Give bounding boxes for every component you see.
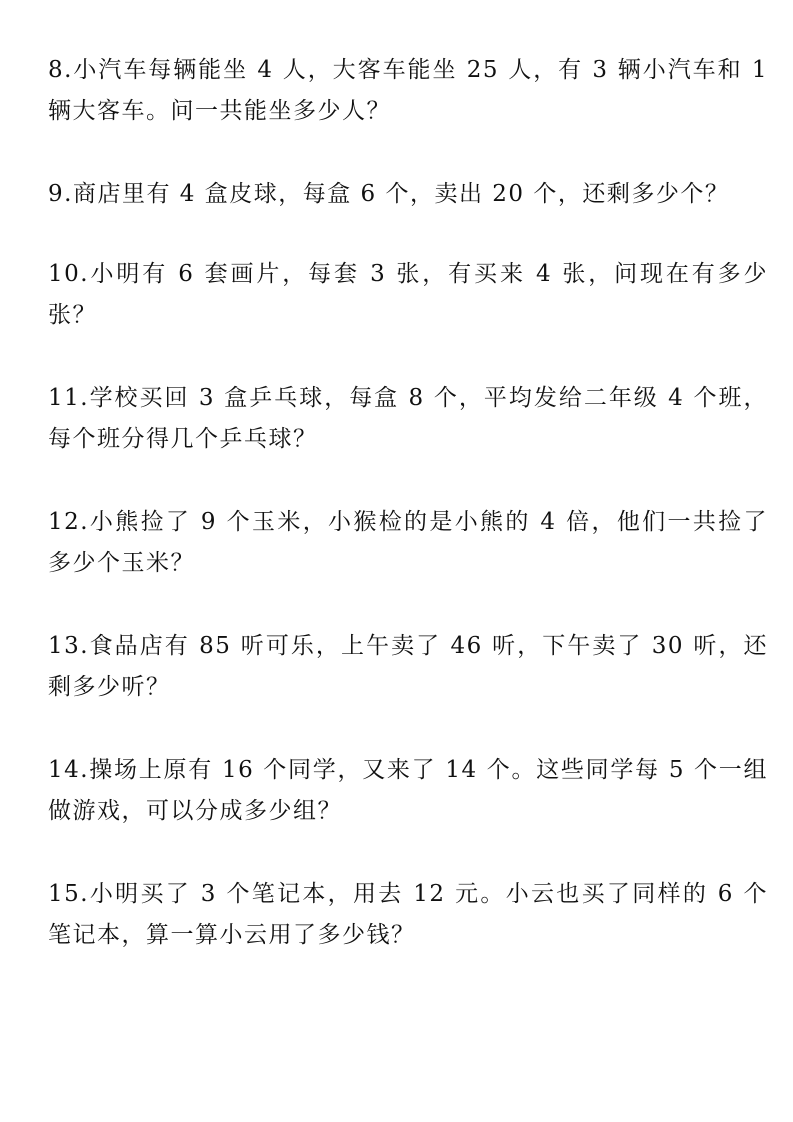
word-problem-9: 9.商店里有 4 盒皮球，每盒 6 个，卖出 20 个，还剩多少个？ (48, 181, 730, 207)
word-problem-15: 15.小明买了 3 个笔记本，用去 12 元。小云也买了同样的 6 个笔记本，算一算小云用了多少钱？ (48, 881, 768, 948)
word-problem-8: 8.小汽车每辆能坐 4 人，大客车能坐 25 人，有 3 辆小汽车和 1 辆大客车。问一共能坐多少人？ (48, 57, 768, 124)
word-problem-13: 13.食品店有 85 听可乐，上午卖了 46 听，下午卖了 30 听，还剩多少听？ (48, 633, 768, 700)
problem-list (48, 50, 768, 998)
word-problem-10: 10.小明有 6 套画片，每套 3 张，有买来 4 张，问现在有多少张？ (48, 261, 768, 328)
word-problem-12: 12.小熊捡了 9 个玉米，小猴检的是小熊的 4 倍，他们一共捡了多少个玉米？ (48, 509, 768, 576)
word-problem-11: 11.学校买回 3 盒乒乓球，每盒 8 个，平均发给二年级 4 个班，每个班分得几个乒乓球？ (48, 385, 769, 452)
word-problem-14: 14.操场上原有 16 个同学，又来了 14 个。这些同学每 5 个一组做游戏，可以分成多少组？ (48, 757, 768, 824)
